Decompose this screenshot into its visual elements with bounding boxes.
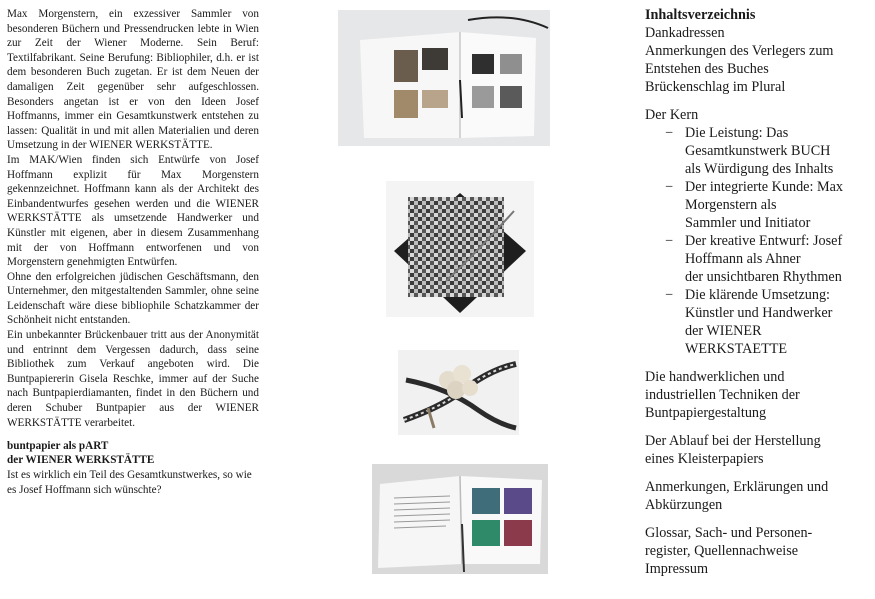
toc-line: Der Ablauf bei der Herstellung [645, 433, 821, 449]
toc-kern-item [645, 178, 870, 232]
photo-woven-cover [386, 181, 534, 317]
toc-line: industriellen Techniken der [645, 387, 800, 403]
toc-kern-item-line: Hoffmann als Ahner [685, 251, 801, 267]
toc-kern-title: Der Kern [645, 107, 699, 123]
toc-kern-list [645, 124, 870, 358]
toc-title: Inhaltsverzeichnis [645, 7, 756, 23]
table-of-contents [645, 6, 870, 578]
paragraph-2: Im MAK/Wien finden sich Entwürfe von Josef Hoffmann explizit für Max Morgenstern gekennzeichnet. Hoffmann kann als der Architekt des Einbandentwurfes gesehen werden und die WIENER WERKSTÄTTE als umsetzende Handwerker und Künstler mit eigenen, aber in diesem Zusammenhang mit der von Hoffmann entworfenen und von Morgenstern genehmigten Entwürfen. [7, 153, 259, 269]
photo-cord-knobs [398, 350, 519, 435]
section-heading-line-2: der WIENER WERKSTÄTTE [7, 453, 155, 466]
photo-woven-cover-image [386, 181, 534, 317]
toc-block-techniken [645, 368, 870, 422]
toc-intro [645, 24, 870, 96]
toc-line: Die handwerklichen und [645, 369, 785, 385]
toc-line: Anmerkungen, Erklärungen und [645, 479, 829, 495]
toc-block-ablauf [645, 432, 870, 468]
photo-open-book-papers-image [372, 464, 548, 574]
toc-line: eines Kleisterpapiers [645, 451, 764, 467]
left-column [7, 7, 259, 497]
toc-intro-line: Brückenschlag im Plural [645, 79, 786, 95]
toc-block-glossar [645, 524, 870, 578]
toc-kern-item [645, 124, 870, 178]
dash-bullet: − [665, 287, 674, 303]
paragraph-1: Max Morgenstern, ein exzessiver Sammler von besonderen Büchern und Pressendrucken lebte in Wien zur Zeit der Wiener Moderne. Sein Beruf: Textilfabrikant. Seine Berufung: Bibliophiler, d.h. er ist dem besonderen Buch zugetan. Er ist dem Neuen der damaligen Zeit gegenüber sehr aufgeschlossen. Besonders angetan ist er von den Ideen Josef Hoffmanns, immer ein Gesamtkunstwerk entstehen zu lassen: Qualität in und mit allen Materialien und deren Umsetzung in der WIENER WERKSTÄTTE. [7, 8, 259, 152]
toc-kern-item-line: WERKSTAETTE [685, 341, 788, 357]
section-heading-line-1: buntpapier als pART [7, 440, 109, 453]
toc-kern-item-line: Die klärende Umsetzung: [685, 287, 830, 303]
toc-intro-line: Anmerkungen des Verlegers zum [645, 43, 834, 59]
toc-intro-line: Entstehen des Buches [645, 61, 769, 77]
toc-line: Abkürzungen [645, 497, 723, 513]
toc-line: Glossar, Sach- und Personen- [645, 525, 813, 541]
closing-question: Ist es wirklich ein Teil des Gesamtkunstwerkes, so wie es Josef Hoffmann sich wünschte? [7, 469, 252, 496]
photo-open-book-papers [372, 464, 548, 574]
paragraph-4: Ein unbekannter Brückenbauer tritt aus der Anonymität und entrinnt dem Vergessen dadurch, dass seine Bibliothek zum Verkauf angeboten wird. Die Buntpapiererin Gisela Reschke, immer auf der Suche nach Buntpapierdiamanten, findet in den Büchern und deren Schuber Buntpapier aus der WIENER WERKSTÄTTE verarbeitet. [7, 329, 259, 429]
toc-kern-item [645, 286, 870, 358]
toc-line: Buntpapiergestaltung [645, 405, 767, 421]
section-heading [7, 440, 259, 467]
paragraph-3: Ohne den erfolgreichen jüdischen Geschäftsmann, den Unternehmer, den mitgestaltenden Sammler, ohne seine Leidenschaft wäre diese bibliophile Schatzkammer der Schönheit nicht entstanden. [7, 270, 259, 327]
photo-open-book-samples-image [338, 10, 550, 146]
dash-bullet: − [665, 179, 674, 195]
toc-line: register, Quellennachweise [645, 543, 799, 559]
toc-kern-item-line: Künstler und Handwerker [685, 305, 833, 321]
toc-block-anmerkungen [645, 478, 870, 514]
photo-cord-knobs-image [398, 350, 519, 435]
toc-kern-item-line: der unsichtbaren Rhythmen [685, 269, 842, 285]
toc-kern-item-line: Morgenstern als [685, 197, 777, 213]
toc-kern-item-line: als Würdigung des Inhalts [685, 161, 834, 177]
toc-kern-item [645, 232, 870, 286]
toc-kern [645, 106, 870, 358]
dash-bullet: − [665, 233, 674, 249]
toc-kern-item-line: Sammler und Initiator [685, 215, 811, 231]
toc-kern-item-line: Die Leistung: Das [685, 125, 789, 141]
toc-kern-item-line: Der integrierte Kunde: Max [685, 179, 843, 195]
dash-bullet: − [665, 125, 674, 141]
toc-kern-item-line: der WIENER [685, 323, 762, 339]
toc-intro-line: Dankadressen [645, 25, 725, 41]
toc-line: Impressum [645, 561, 709, 577]
toc-kern-item-line: Der kreative Entwurf: Josef [685, 233, 843, 249]
toc-kern-item-line: Gesamtkunstwerk BUCH [685, 143, 831, 159]
photo-open-book-samples [338, 10, 550, 146]
